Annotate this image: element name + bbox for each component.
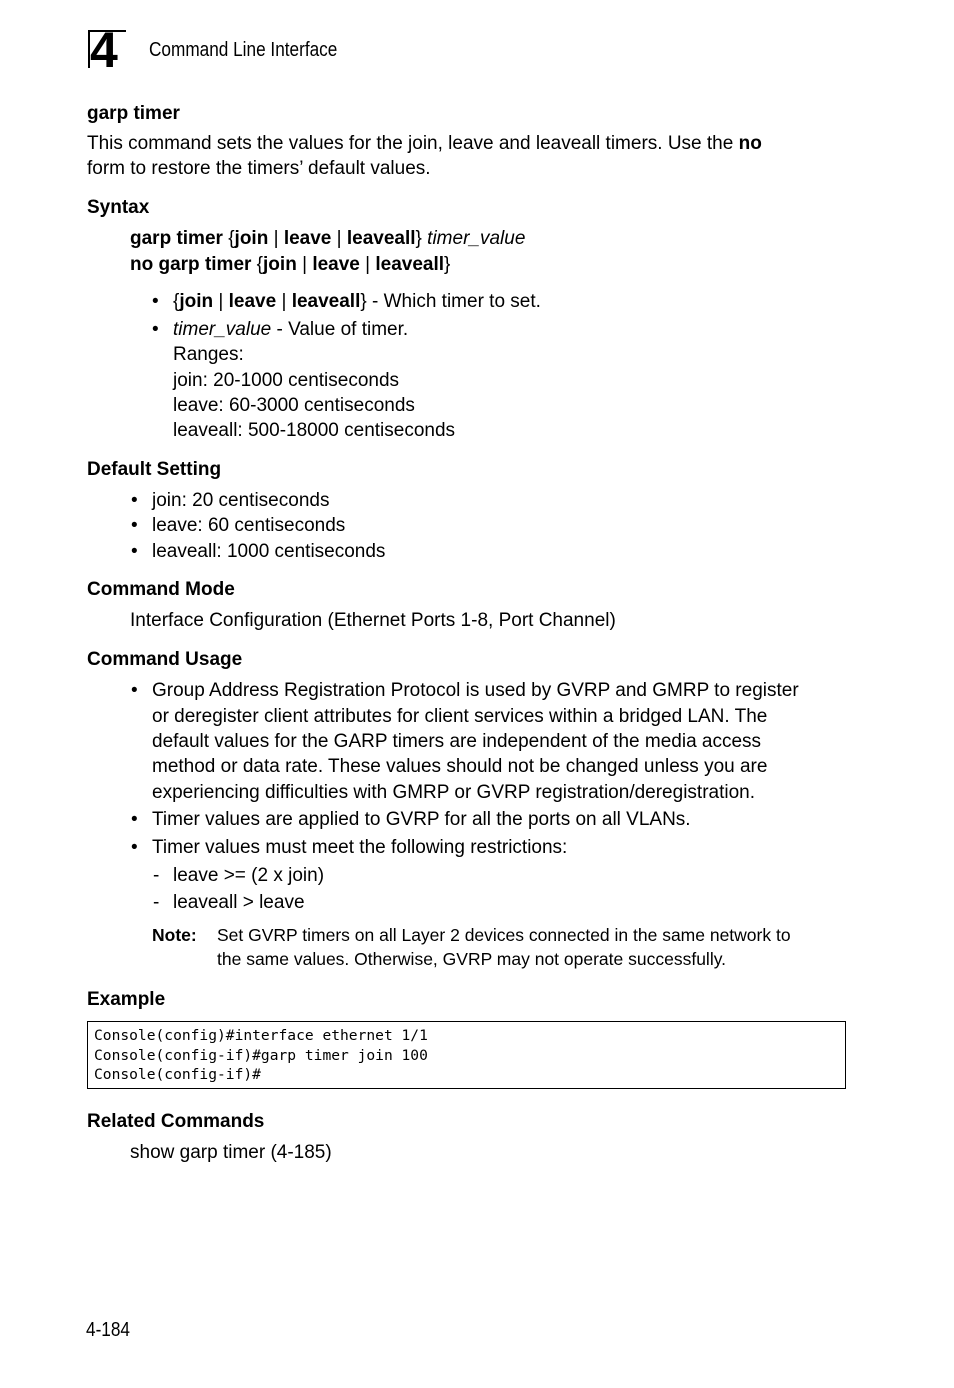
usage-item-3: Timer values must meet the following restrictions:	[152, 837, 568, 858]
usage-item-1-line: default values for the GARP timers are independent of the media access	[152, 731, 762, 752]
command-description-line1	[87, 131, 762, 156]
bullet-icon: •	[131, 809, 138, 830]
example-heading: Example	[87, 989, 166, 1010]
dash-icon: -	[153, 865, 160, 886]
sep: |	[296, 254, 313, 275]
note-label: Note:	[152, 925, 197, 945]
default-item: join: 20 centiseconds	[152, 490, 330, 511]
range-leaveall: leaveall: 500-18000 centiseconds	[173, 420, 456, 441]
sep: |	[276, 291, 292, 312]
usage-item-1-line: or deregister client attributes for client services within a bridged LAN. The	[152, 706, 768, 727]
command-mode-heading: Command Mode	[87, 579, 235, 600]
restriction-item: leave >= (2 x join)	[173, 865, 325, 886]
range-join: join: 20-1000 centiseconds	[173, 370, 400, 391]
bullet-icon: •	[131, 837, 138, 858]
chapter-number: 4	[90, 22, 117, 78]
restriction-item: leaveall > leave	[173, 892, 305, 913]
command-description-line2: form to restore the timers’ default values.	[87, 158, 431, 179]
bullet-icon: •	[131, 490, 138, 511]
usage-item-1-line: Group Address Registration Protocol is used by GVRP and GMRP to register	[152, 680, 799, 701]
kw-leaveall: leaveall	[291, 291, 361, 312]
kw-leave: leave	[228, 291, 277, 312]
command-usage-heading: Command Usage	[87, 649, 243, 670]
usage-item-1-line: experiencing difficulties with GMRP or GVRP registration/deregistration.	[152, 782, 755, 803]
desc-no-keyword: no	[738, 133, 762, 154]
kw-join: join	[263, 254, 297, 275]
param-timer-value: timer_value	[173, 319, 272, 340]
bullet-icon: •	[152, 291, 159, 312]
syntax-cmd: no garp timer	[130, 254, 252, 275]
related-commands-heading: Related Commands	[87, 1111, 265, 1132]
sep: |	[268, 228, 284, 249]
usage-item-2: Timer values are applied to GVRP for all the ports on all VLANs.	[152, 809, 691, 830]
syntax-heading: Syntax	[87, 197, 150, 218]
bullet-desc: - Which timer to set.	[366, 291, 541, 312]
brace: }	[444, 254, 451, 275]
desc-text: This command sets the values for the join, leave and leaveall timers. Use the	[87, 133, 739, 154]
syntax-cmd: garp timer	[130, 228, 223, 249]
kw-leaveall: leaveall	[375, 254, 445, 275]
note-text-line1: Set GVRP timers on all Layer 2 devices connected in the same network to	[217, 925, 791, 945]
code-line: Console(config)#interface ethernet 1/1	[94, 1027, 428, 1044]
kw-leave: leave	[283, 228, 332, 249]
brace: }	[415, 228, 428, 249]
syntax-bullet-2	[173, 317, 408, 342]
dash-icon: -	[153, 892, 160, 913]
range-leave: leave: 60-3000 centiseconds	[173, 395, 415, 416]
default-item: leaveall: 1000 centiseconds	[152, 541, 386, 562]
ranges-label: Ranges:	[173, 344, 244, 365]
kw-leaveall: leaveall	[346, 228, 416, 249]
default-item: leave: 60 centiseconds	[152, 515, 346, 536]
bullet-icon: •	[152, 319, 159, 340]
bullet-desc: - Value of timer.	[271, 319, 409, 340]
syntax-line-2	[130, 252, 450, 277]
command-title: garp timer	[87, 103, 180, 124]
page-number: 4-184	[86, 1319, 130, 1341]
bullet-icon: •	[131, 680, 138, 701]
kw-leave: leave	[312, 254, 360, 275]
bullet-icon: •	[131, 515, 138, 536]
usage-item-1-line: method or data rate. These values should not be changed unless you are	[152, 756, 768, 777]
brace: {	[222, 228, 235, 249]
syntax-line-1	[130, 226, 525, 251]
note-text-line2: the same values. Otherwise, GVRP may not operate successfully.	[217, 949, 727, 969]
brace: {	[173, 291, 180, 312]
kw-join: join	[234, 228, 269, 249]
code-line: Console(config-if)#garp timer join 100	[94, 1046, 428, 1064]
command-mode-text: Interface Configuration (Ethernet Ports 1-8, Port Channel)	[130, 610, 616, 631]
sep: |	[359, 254, 376, 275]
related-command-link[interactable]: show garp timer (4-185)	[130, 1142, 332, 1163]
sep: |	[213, 291, 229, 312]
bullet-icon: •	[131, 541, 138, 562]
param-timer-value: timer_value	[427, 228, 526, 249]
brace: }	[360, 291, 367, 312]
code-line: Console(config-if)#	[94, 1066, 261, 1083]
default-setting-heading: Default Setting	[87, 459, 222, 480]
kw-join: join	[179, 291, 214, 312]
code-example-box	[87, 1021, 846, 1089]
chapter-title: Command Line Interface	[149, 39, 338, 61]
syntax-bullet-1	[173, 289, 541, 314]
sep: |	[331, 228, 347, 249]
brace: {	[251, 254, 264, 275]
